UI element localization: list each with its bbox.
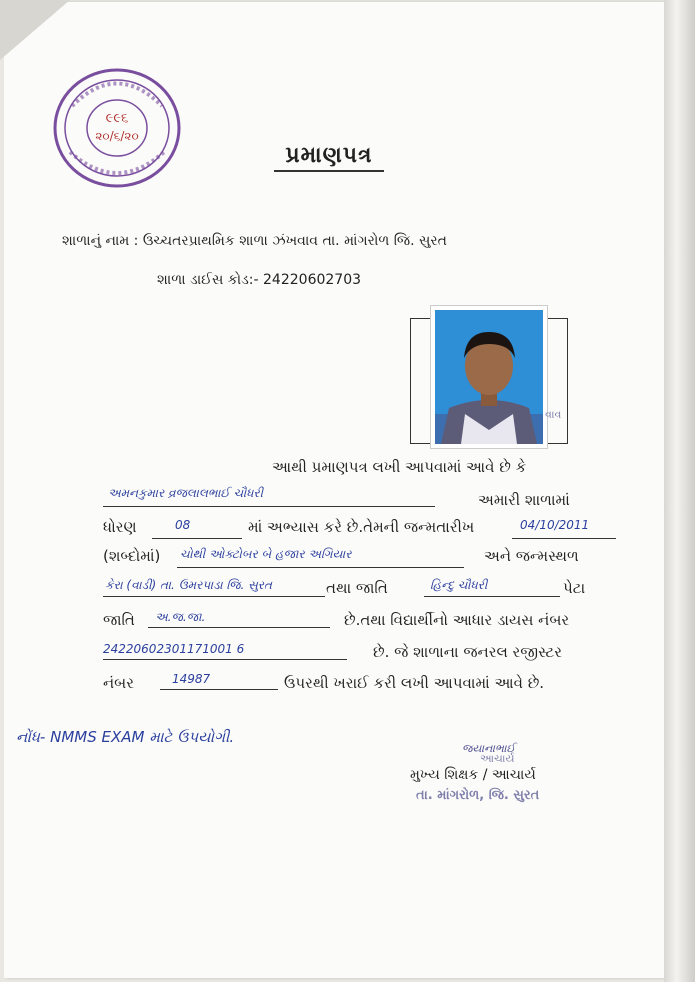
closing-line: ઉપરથી ખરાઈ કરી લખી આપવામાં આવે છે. (284, 674, 545, 692)
caste-label: તથા જાતિ (326, 579, 388, 597)
stamp-place: તા. માંગરોળ, જિ. સુરત (416, 788, 540, 803)
birthplace-underline (103, 596, 325, 597)
principal-title: મુખ્ય શિક્ષક / આચાર્ય (410, 767, 536, 783)
std-underline (152, 538, 242, 539)
std-value: 08 (175, 518, 191, 532)
page-edge (664, 0, 695, 982)
school-seal (52, 66, 182, 190)
std-suffix: માં અભ્યાસ કરે છે.તેમની જન્મતારીખ (248, 518, 475, 536)
birthplace-value: કેરા (વાડી) તા. ઉમરપાડા જિ. સુરત (105, 578, 272, 592)
subcaste-underline (148, 627, 330, 628)
subcaste-label-2: જાતિ (103, 611, 135, 629)
number-label: નંબર (103, 674, 134, 692)
stamp-title: આચાર્ય (480, 752, 515, 765)
dob-words-value: ચોથી ઓક્ટોબર બે હજાર અગિયાર (180, 547, 352, 561)
aadhar-underline (103, 659, 347, 660)
words-label: (શબ્દોમાં) (103, 547, 161, 565)
std-label: ધોરણ (103, 518, 137, 536)
birthplace-label: અને જન્મસ્થળ (484, 547, 579, 565)
subcaste-label: પેટા (563, 579, 586, 597)
register-underline (160, 689, 278, 690)
aadhar-label: છે.તથા વિદ્યાર્થીનો આધાર ડાયસ નંબર (344, 611, 570, 629)
subcaste-value: અ.જ.જા. (155, 610, 206, 624)
student-name-underline (103, 506, 435, 507)
seal-date: ૨૦/૬/૨૦ (95, 129, 139, 143)
dob-value: 04/10/2011 (520, 518, 590, 532)
aadhar-value: 24220602301171001 6 (103, 642, 245, 656)
dob-underline (512, 538, 616, 539)
page-title: પ્રમાણપત્ર (274, 143, 384, 172)
certify-line: આથી પ્રમાણપત્ર લખી આપવામાં આવે છે કે (272, 458, 527, 476)
caste-underline (424, 596, 560, 597)
school-suffix: અમારી શાળામાં (478, 491, 570, 509)
caste-value: હિન્દુ ચૌધરી (430, 578, 488, 592)
register-label: છે. જે શાળાના જનરલ રજીસ્ટર (373, 643, 563, 661)
signature: જયાનાભાઈ (462, 742, 515, 755)
school-dise-line: શાળા ડાઈસ કોડ:- 24220602703 (157, 272, 362, 288)
student-photo (430, 305, 548, 449)
school-name-line: શાળાનું નામ : ઉચ્ચતરપ્રાથમિક શાળા ઝંખવાવ તા. માંગરોળ જિ. સુરત (62, 233, 447, 249)
folded-corner (0, 0, 70, 60)
photo-stamp: વાવ (545, 408, 562, 421)
dob-words-underline (177, 567, 464, 568)
handwritten-note: નોંધ- NMMS EXAM માટે ઉપયોગી. (16, 728, 235, 746)
register-value: 14987 (172, 672, 211, 686)
seal-number: ૯૯૬ (105, 111, 129, 126)
student-name-value: અમનકુમાર વ્રજલાલભાઈ ચૌધરી (108, 486, 264, 500)
